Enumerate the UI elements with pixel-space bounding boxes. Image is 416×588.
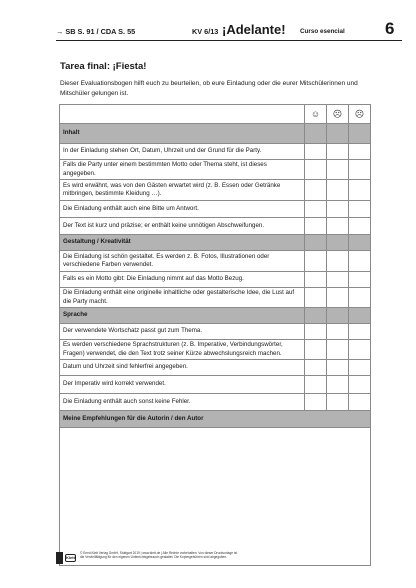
criterion-text: Der Text ist kurz und präzise; er enthält keine unnötigen Abschweifungen. <box>60 218 305 235</box>
rating-ok-checkbox[interactable] <box>327 288 349 308</box>
section-rating-cell <box>349 124 371 144</box>
task-title: Tarea final: ¡Fiesta! <box>60 61 147 72</box>
criterion-row <box>60 288 371 308</box>
rating-ok-checkbox[interactable] <box>327 144 349 160</box>
series-title: ¡Adelante! <box>222 22 286 37</box>
criterion-row <box>60 272 371 288</box>
criterion-row <box>60 160 371 180</box>
section-title: Gestaltung / Kreativität <box>60 235 305 251</box>
rating-ok-checkbox[interactable] <box>327 324 349 340</box>
rating-good-checkbox[interactable] <box>305 340 327 360</box>
criterion-row <box>60 218 371 235</box>
rating-good-checkbox[interactable] <box>305 324 327 340</box>
criterion-text: Der verwendete Wortschatz passt gut zum Thema. <box>60 324 305 340</box>
criterion-text: Die Einladung enthält eine originelle inhaltliche oder gestalterische Idee, die Lust auf die Party macht. <box>60 288 305 308</box>
recommendations-text-area[interactable] <box>60 428 371 566</box>
rating-bad-checkbox[interactable] <box>349 340 371 360</box>
criterion-row <box>60 180 371 201</box>
happy-face-icon: ☺ <box>305 105 327 124</box>
criterion-text: Es wird erwähnt, was von den Gästen erwartet wird (z. B. Essen oder Getränke mitbringen, bestimmte Kleidung …). <box>60 180 305 201</box>
rating-ok-checkbox[interactable] <box>327 160 349 180</box>
rating-bad-checkbox[interactable] <box>349 251 371 272</box>
course-label: Curso esencial <box>300 28 345 35</box>
rating-bad-checkbox[interactable] <box>349 272 371 288</box>
rating-ok-checkbox[interactable] <box>327 180 349 201</box>
section-rating-cell <box>349 308 371 324</box>
criterion-row <box>60 360 371 376</box>
criterion-text: In der Einladung stehen Ort, Datum, Uhrzeit und der Grund für die Party. <box>60 144 305 160</box>
header-empty-cell <box>60 105 305 124</box>
criterion-text: Die Einladung ist schön gestaltet. Es werden z. B. Fotos, Illustrationen oder verschiedene Farben verwendet. <box>60 251 305 272</box>
recommendations-row <box>60 428 371 566</box>
rating-good-checkbox[interactable] <box>305 360 327 376</box>
criterion-text: Der Imperativ wird korrekt verwendet. <box>60 376 305 394</box>
rating-good-checkbox[interactable] <box>305 160 327 180</box>
rating-good-checkbox[interactable] <box>305 180 327 201</box>
rating-bad-checkbox[interactable] <box>349 160 371 180</box>
rating-ok-checkbox[interactable] <box>327 218 349 235</box>
rating-ok-checkbox[interactable] <box>327 360 349 376</box>
criterion-row <box>60 251 371 272</box>
section-title: Sprache <box>60 308 305 324</box>
neutral-face-icon: ☹ <box>327 105 349 124</box>
rating-ok-checkbox[interactable] <box>327 251 349 272</box>
criterion-row <box>60 201 371 218</box>
recommendations-header-row <box>60 411 371 428</box>
rating-bad-checkbox[interactable] <box>349 324 371 340</box>
page-header <box>56 19 402 42</box>
rating-good-checkbox[interactable] <box>305 201 327 218</box>
rating-ok-checkbox[interactable] <box>327 376 349 394</box>
section-rating-cell <box>305 124 327 144</box>
rating-bad-checkbox[interactable] <box>349 360 371 376</box>
section-rating-cell <box>305 235 327 251</box>
rating-bad-checkbox[interactable] <box>349 201 371 218</box>
rating-good-checkbox[interactable] <box>305 218 327 235</box>
intro-text: Dieser Evaluationsbogen hilft euch zu beurteilen, ob eure Einladung oder die eurer Mitschülerinnen und Mitschüler gelungen ist. <box>60 80 358 97</box>
rating-good-checkbox[interactable] <box>305 251 327 272</box>
criterion-row <box>60 340 371 360</box>
section-header-row <box>60 235 371 251</box>
worksheet-number: KV 6/13 <box>192 27 219 36</box>
sad-face-icon: ☹ <box>349 105 371 124</box>
recommendations-title: Meine Empfehlungen für die Autorin / den Autor <box>60 411 371 428</box>
criterion-row <box>60 324 371 340</box>
criterion-row <box>60 376 371 394</box>
section-rating-cell <box>327 235 349 251</box>
criterion-row <box>60 144 371 160</box>
rating-good-checkbox[interactable] <box>305 272 327 288</box>
copyright-notice: © Ernst Klett Verlag GmbH, Stuttgart 2019 | www.klett.de | Alle Rechte vorbehalten. Von dieser Druckvorlage ist die Vervielfältigung für den eigenen Unterrichtsgebrauch gestattet. Die Kopiergebühren sind abgegolten. <box>80 551 238 560</box>
evaluation-table <box>59 104 371 566</box>
criterion-text: Datum und Uhrzeit sind fehlerfrei angegeben. <box>60 360 305 376</box>
section-rating-cell <box>305 308 327 324</box>
criterion-text: Die Einladung enthält auch sonst keine Fehler. <box>60 394 305 411</box>
rating-ok-checkbox[interactable] <box>327 201 349 218</box>
section-rating-cell <box>327 308 349 324</box>
criterion-text: Falls es ein Motto gibt: Die Einladung nimmt auf das Motto Bezug. <box>60 272 305 288</box>
rating-good-checkbox[interactable] <box>305 376 327 394</box>
rating-good-checkbox[interactable] <box>305 288 327 308</box>
section-rating-cell <box>349 235 371 251</box>
unit-number: 6 <box>385 19 395 38</box>
book-reference: → SB S. 91 / CDA S. 55 <box>56 27 136 36</box>
criterion-row <box>60 394 371 411</box>
rating-good-checkbox[interactable] <box>305 144 327 160</box>
rating-ok-checkbox[interactable] <box>327 340 349 360</box>
rating-bad-checkbox[interactable] <box>349 180 371 201</box>
header-divider <box>56 40 402 41</box>
rating-bad-checkbox[interactable] <box>349 394 371 411</box>
criterion-text: Es werden verschiedene Sprachstrukturen (z. B. Imperative, Verbindungswörter, Fragen) verwendet, die den Text trotz seiner Kürze abwechslungsreich machen. <box>60 340 305 360</box>
klett-logo: Klett <box>56 552 76 564</box>
rating-bad-checkbox[interactable] <box>349 218 371 235</box>
rating-bad-checkbox[interactable] <box>349 288 371 308</box>
section-title: Inhalt <box>60 124 305 144</box>
section-header-row <box>60 124 371 144</box>
face-header-row <box>60 105 371 124</box>
rating-ok-checkbox[interactable] <box>327 272 349 288</box>
rating-ok-checkbox[interactable] <box>327 394 349 411</box>
section-header-row <box>60 308 371 324</box>
section-rating-cell <box>327 124 349 144</box>
criterion-text: Falls die Party unter einem bestimmten Motto oder Thema steht, ist dieses angegeben. <box>60 160 305 180</box>
rating-bad-checkbox[interactable] <box>349 144 371 160</box>
rating-bad-checkbox[interactable] <box>349 376 371 394</box>
rating-good-checkbox[interactable] <box>305 394 327 411</box>
criterion-text: Die Einladung enthält auch eine Bitte um Antwort. <box>60 201 305 218</box>
